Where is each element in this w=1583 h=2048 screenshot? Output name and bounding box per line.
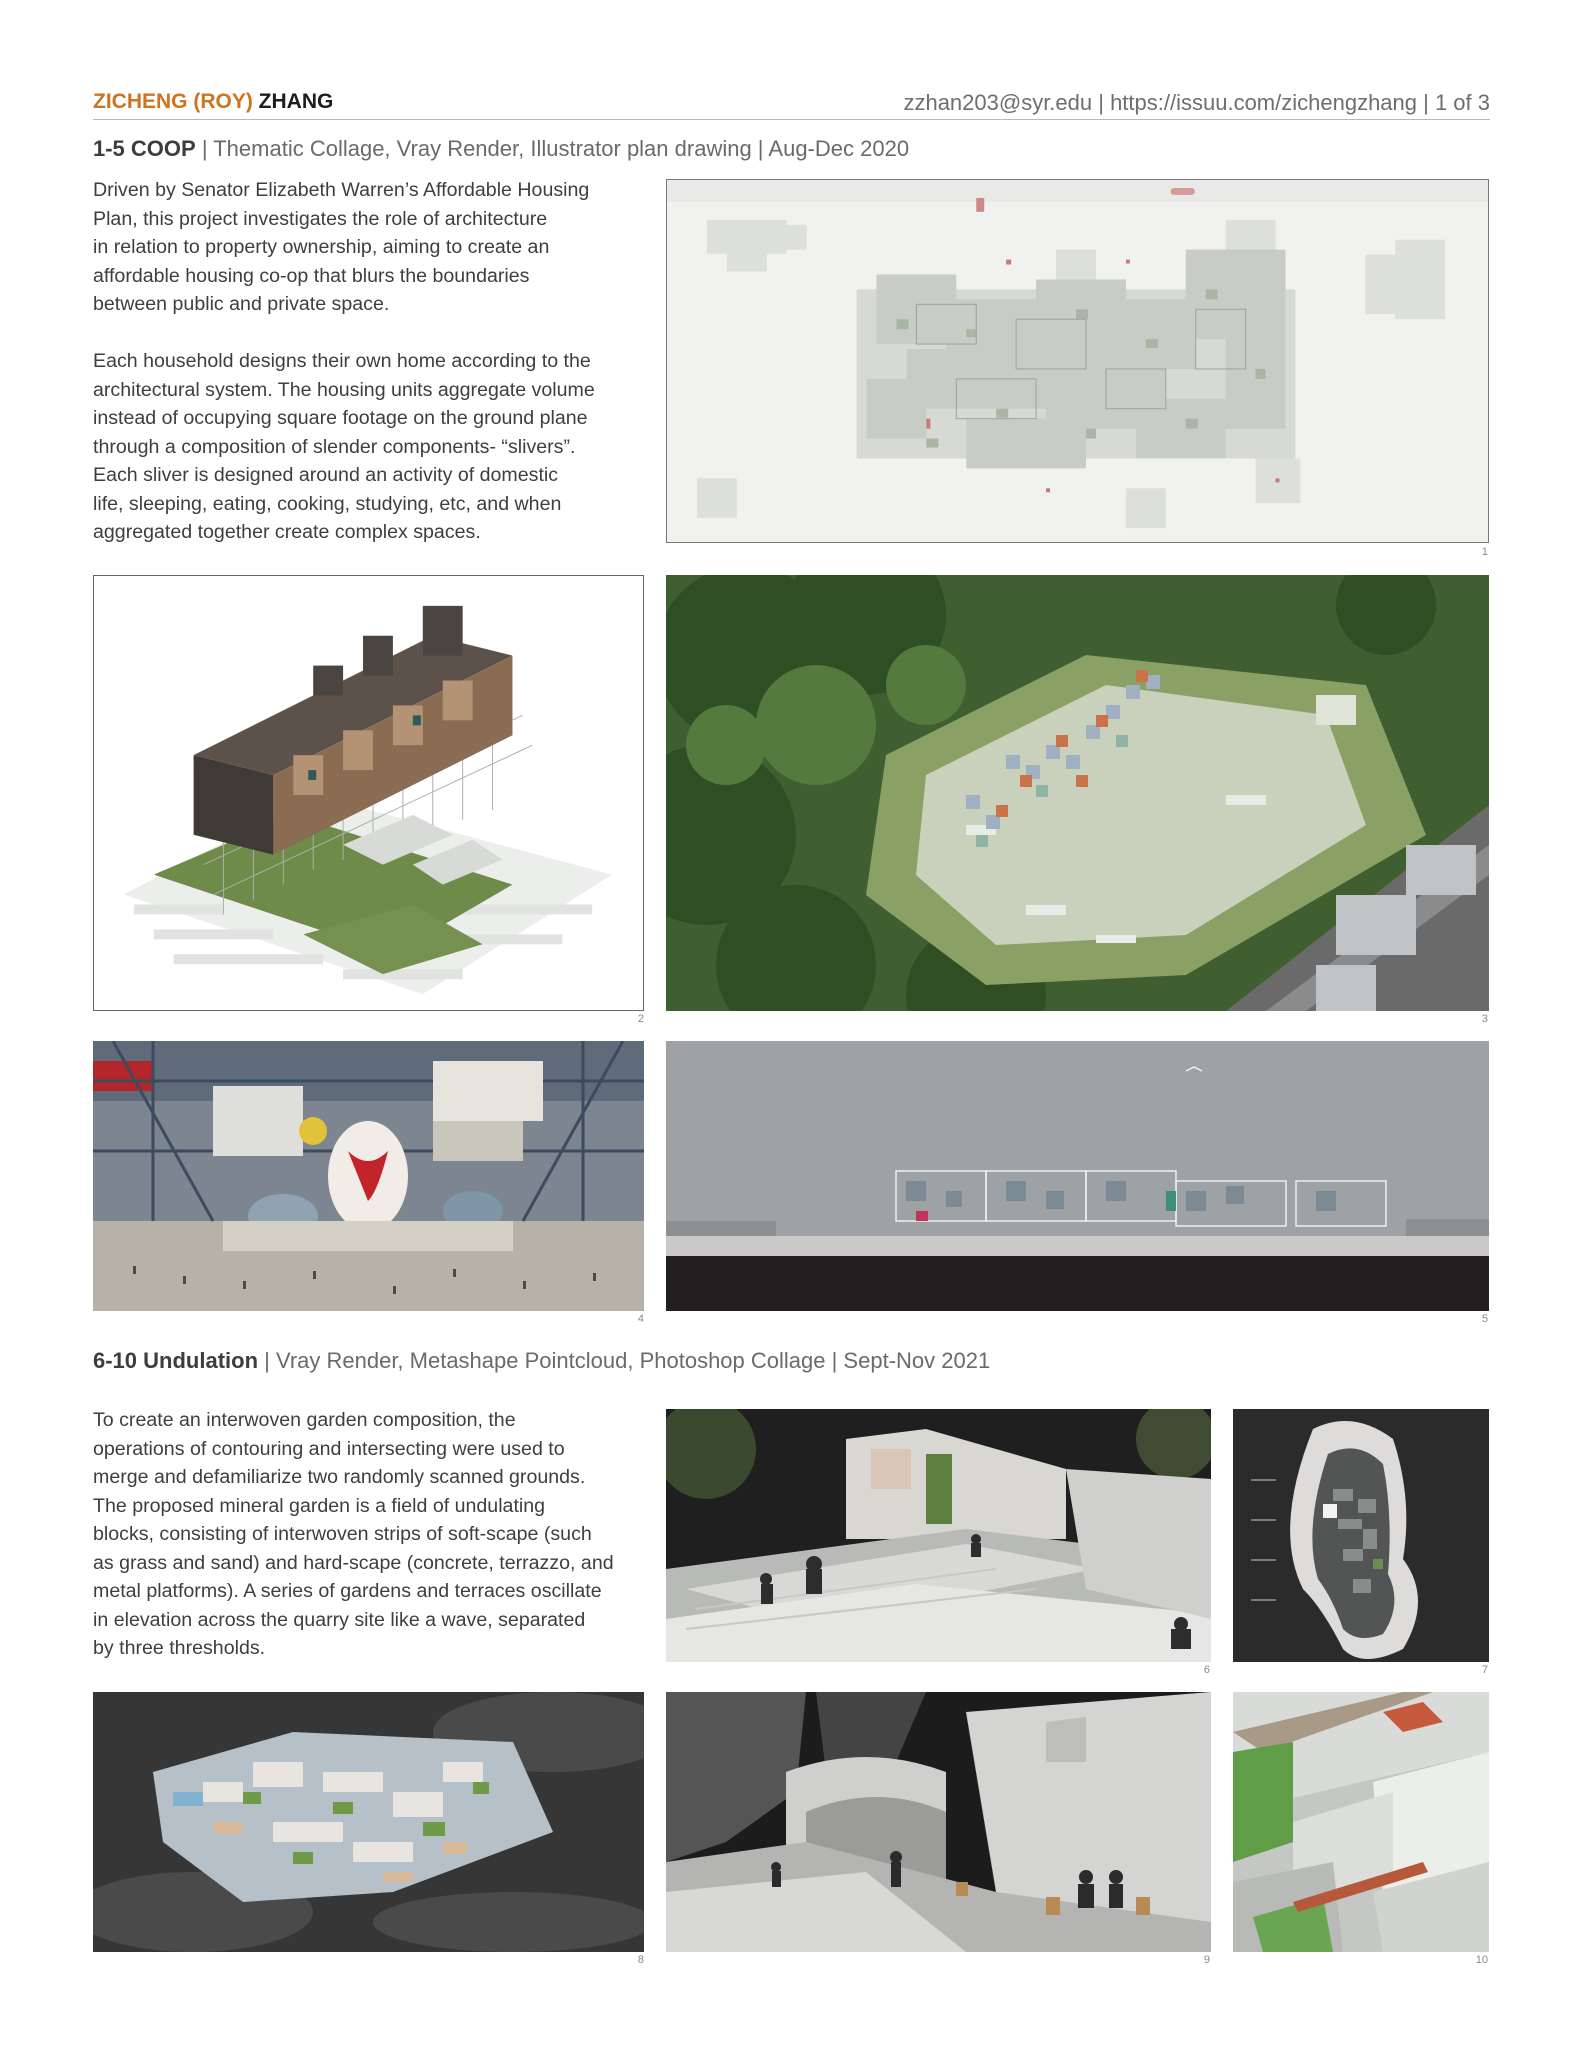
project1-description: Driven by Senator Elizabeth Warren’s Affordable Housing Plan, this project investigates the role of architecture in relation to property ownership, aiming to create an affordable housing co-op that blurs the boundaries between public and private space. Each household designs their own home according to the architectural system. The housing units aggregate volume instead of occupying square footage on the ground plane through a composition of slender components- “slivers”. Each sliver is designed around an activity of domestic life, sleeping, eating, cooking, studying, etc, and when aggregated together create complex spaces. <box>93 179 595 543</box>
figure-6-number: 6 <box>1203 1664 1210 1676</box>
figure-3-aerial-collage <box>666 575 1489 1011</box>
project2-subtitle: | Vray Render, Metashape Pointcloud, Photoshop Collage | Sept-Nov 2021 <box>258 1348 991 1373</box>
contact-info: zzhan203@syr.edu | https://issuu.com/zichengzhang | 1 of 3 <box>903 90 1490 115</box>
project2-title: 6-10 Undulation <box>93 1348 259 1373</box>
figure-8-number: 8 <box>637 1954 644 1966</box>
figure-8-quarry-axonometric <box>93 1692 644 1952</box>
author-name-first: ZICHENG (ROY) <box>93 90 253 113</box>
figure-1-number: 1 <box>1481 546 1488 558</box>
project1-heading <box>93 136 909 162</box>
figure-4-number: 4 <box>637 1313 644 1325</box>
figure-9-number: 9 <box>1203 1954 1210 1966</box>
project2-heading <box>93 1348 990 1374</box>
author-name-last: ZHANG <box>258 90 334 113</box>
project1-title: 1-5 COOP <box>93 136 196 161</box>
header-divider <box>93 119 1490 120</box>
figure-2-number: 2 <box>637 1013 644 1025</box>
project1-subtitle: | Thematic Collage, Vray Render, Illustrator plan drawing | Aug-Dec 2020 <box>195 136 910 161</box>
figure-10-detail-axonometric <box>1233 1692 1489 1952</box>
figure-1-plan-drawing <box>666 179 1489 543</box>
figure-7-pointcloud-plan <box>1233 1409 1489 1662</box>
figure-3-number: 3 <box>1481 1013 1488 1025</box>
figure-5-number: 5 <box>1481 1313 1488 1325</box>
figure-9-courtyard-render <box>666 1692 1211 1952</box>
figure-2-axonometric-render <box>93 575 644 1011</box>
figure-4-thematic-collage <box>93 1041 644 1311</box>
project2-description: To create an interwoven garden composition, the operations of contouring and intersecting were used to merge and defamiliarize two randomly scanned grounds. The proposed mineral garden is a field of undulating blocks, consisting of interwoven strips of soft-scape (such as grass and sand) and hard-scape (concrete, terrazzo, and metal platforms). A series of gardens and terraces oscillate in elevation across the quarry site like a wave, separated by three thresholds. <box>93 1409 614 1659</box>
figure-7-number: 7 <box>1481 1664 1488 1676</box>
figure-10-number: 10 <box>1475 1954 1488 1966</box>
author-name <box>93 90 333 114</box>
figure-5-section-elevation <box>666 1041 1489 1311</box>
figure-6-garden-terrace-render <box>666 1409 1211 1662</box>
